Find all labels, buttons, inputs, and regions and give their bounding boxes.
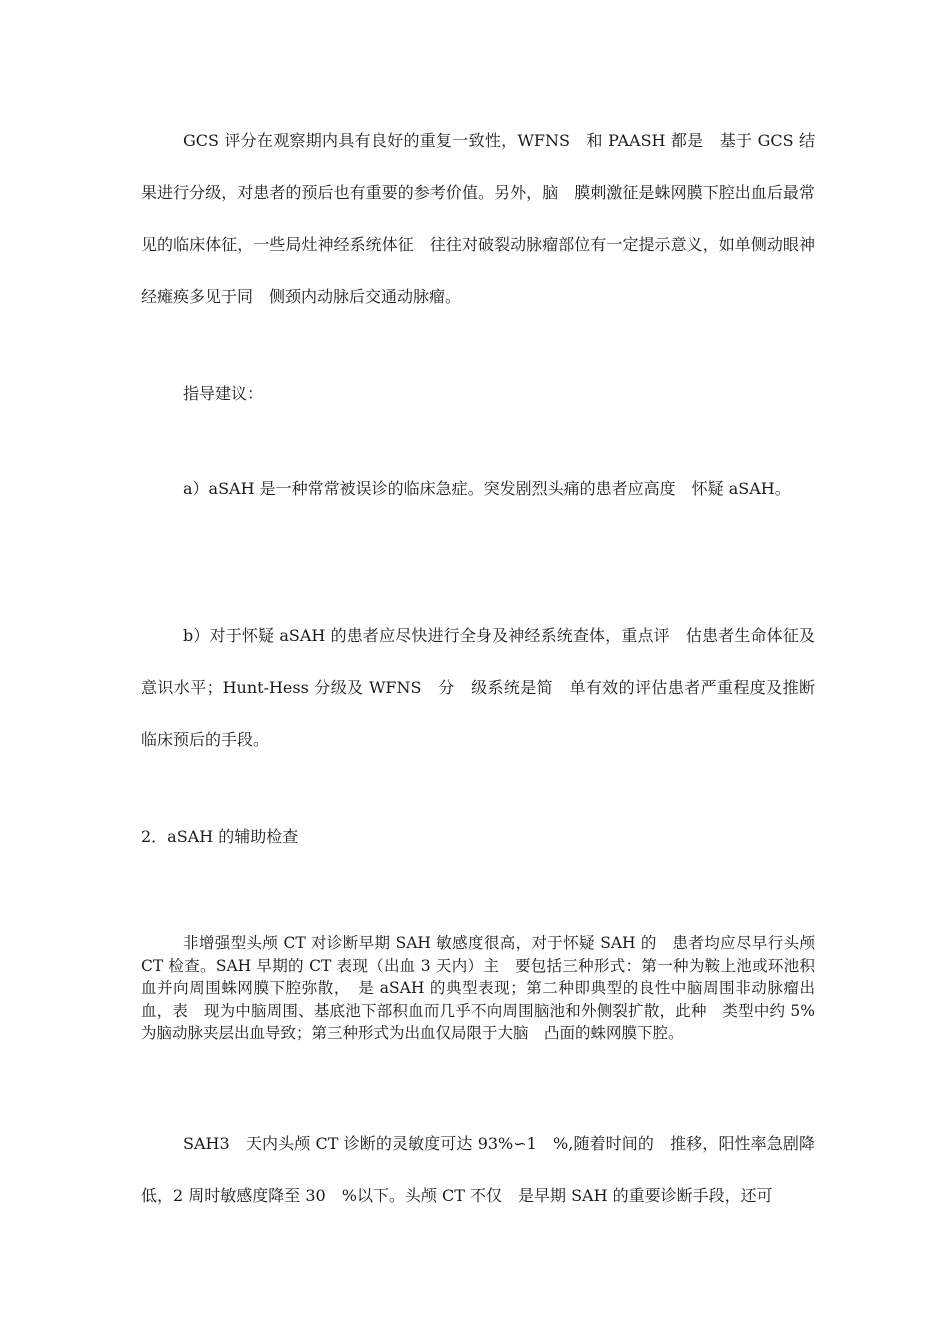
paragraph-ct-sensitivity: SAH3 天内头颅 CT 诊断的灵敏度可达 93%∽1 %,随着时间的 推移，阳性率急剧降低，2 周时敏感度降至 30 %以下。头颅 CT 不仅 是早期 SAH 的重要诊断手段，还可 (141, 1134, 815, 1205)
paragraph-guidance-heading: 指导建议： (183, 384, 264, 403)
paragraph-recommendation-b: b）对于怀疑 aSAH 的患者应尽快进行全身及神经系统查体，重点评 估患者生命体征及意识水平；Hunt-Hess 分级及 WFNS 分 级系统是简 单有效的评估患者严重程度及推断临床预后的手段。 (141, 626, 815, 749)
paragraph-recommendation-a: a）aSAH 是一种常常被误诊的临床急症。突发剧烈头痛的患者应高度 怀疑 aSAH。 (183, 479, 791, 498)
paragraph-gcs-assessment: GCS 评分在观察期内具有良好的重复一致性，WFNS 和 PAASH 都是 基于 GCS 结果进行分级，对患者的预后也有重要的参考价值。另外，脑 膜刺激征是蛛网膜下腔出血后最常见的临床体征，一些局灶神经系统体征 往往对破裂动脉瘤部位有一定提示意义，如单侧动眼神经瘫痪多见于同 侧颈内动脉后交通动脉瘤。 (141, 131, 815, 306)
paragraph-ct-findings: 非增强型头颅 CT 对诊断早期 SAH 敏感度很高，对于怀疑 SAH 的 患者均应尽早行头颅 CT 检查。SAH 早期的 CT 表现（出血 3 天内）主 要包括三种形式：第一种为鞍上池或环池积血并向周围蛛网膜下腔弥散， 是 aSAH 的典型表现；第二种即典型的良性中脑周围非动脉瘤出血，表 现为中脑周围、基底池下部积血而几乎不向周围脑池和外侧裂扩散，此种 类型中约 5%为脑动脉夹层出血导致；第三种形式为出血仅局限于大脑 凸面的蛛网膜下腔。 (141, 934, 815, 1042)
section-heading-auxiliary-exam: 2．aSAH 的辅助检查 (141, 827, 299, 846)
